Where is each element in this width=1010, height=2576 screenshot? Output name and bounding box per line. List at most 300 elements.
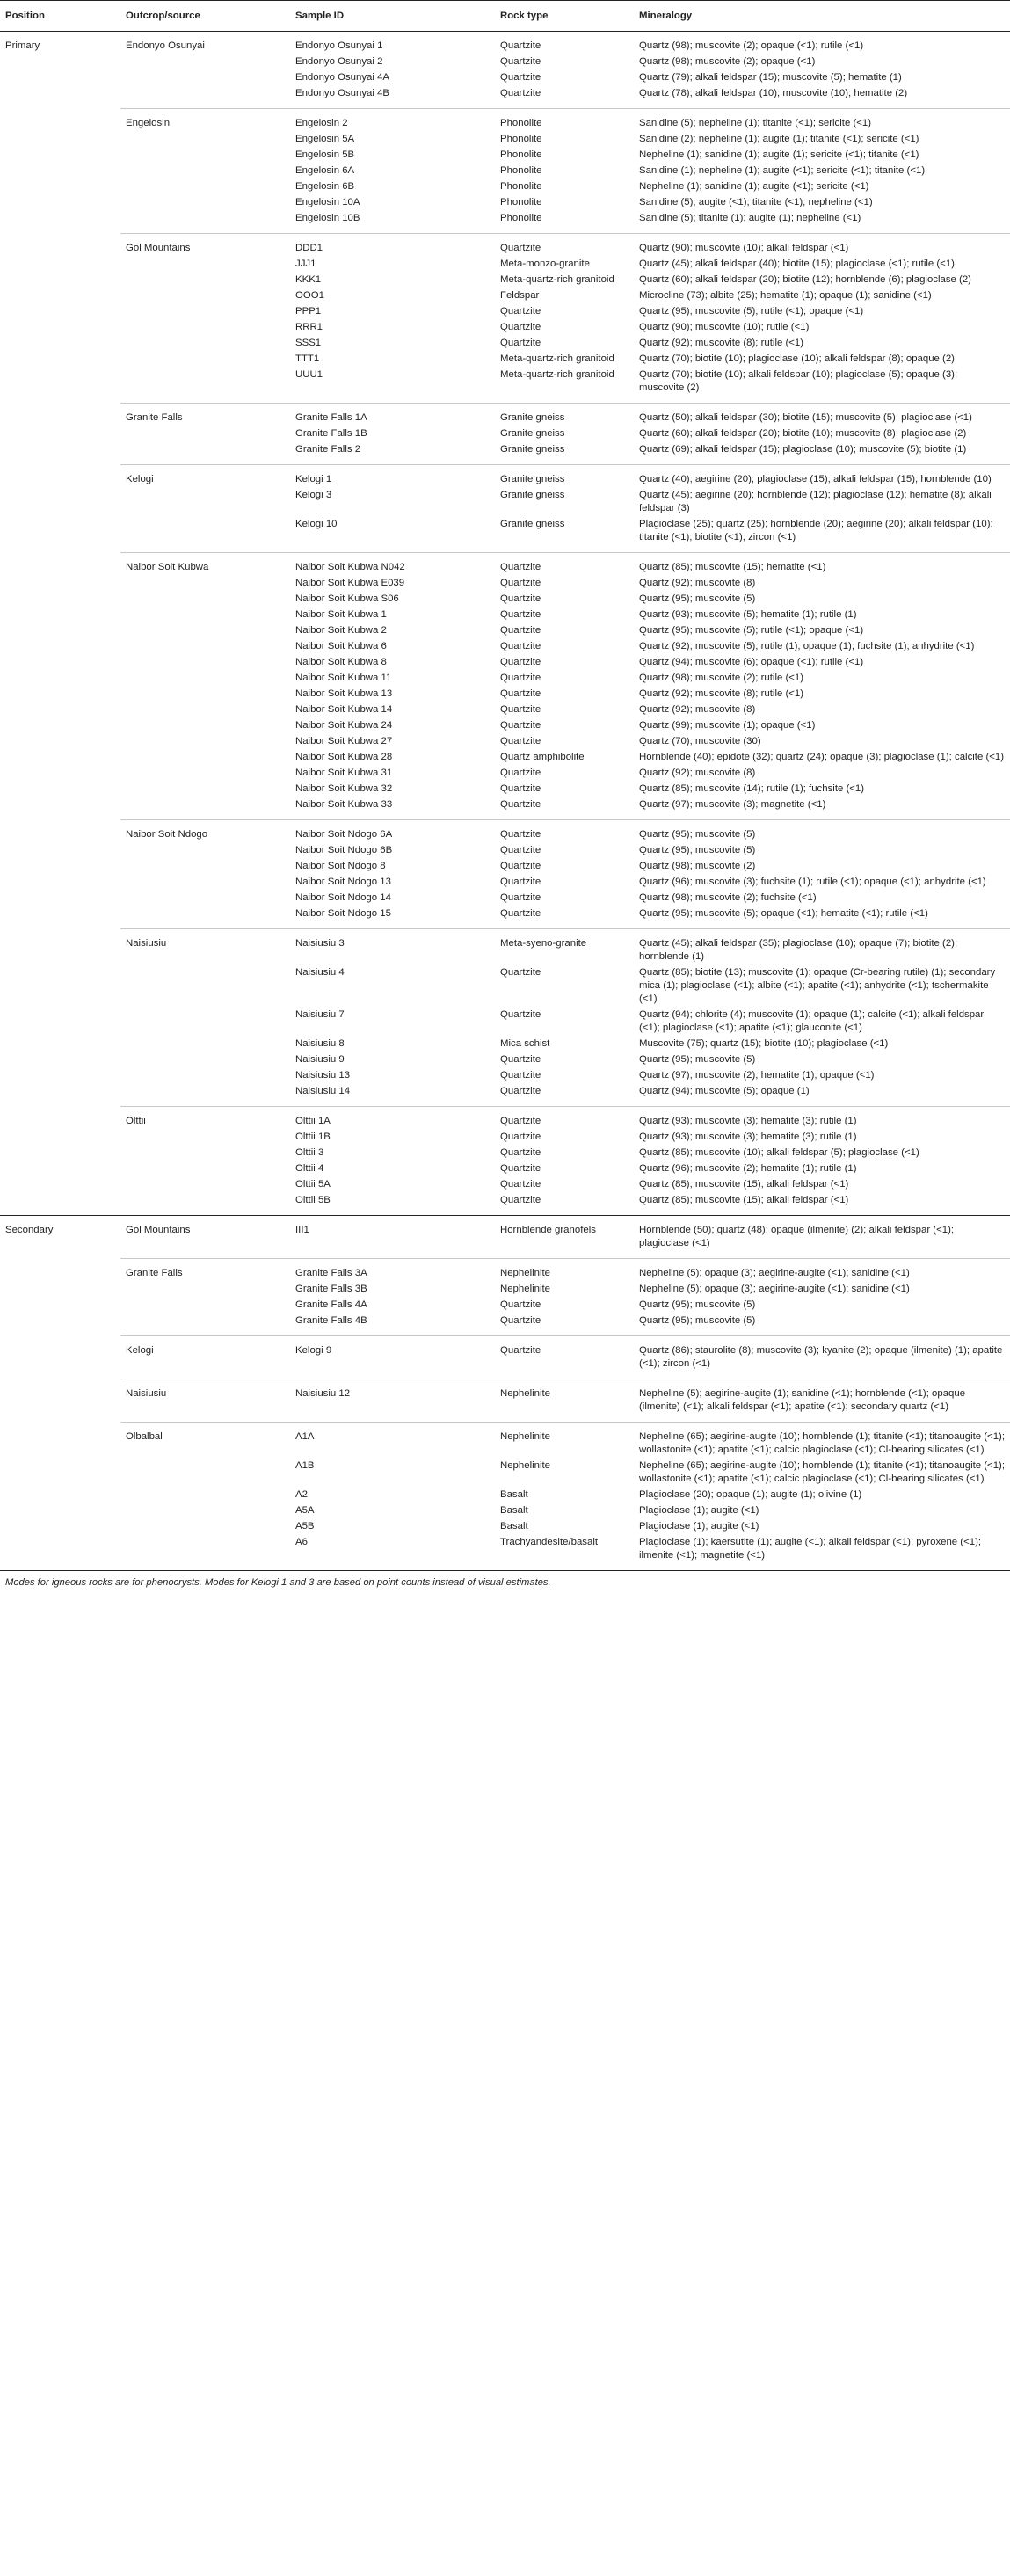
cell-outcrop: Naisiusiu (120, 1379, 290, 1423)
cell-mineralogy: Quartz (96); muscovite (3); fuchsite (1); rutile (<1); opaque (<1); anhydrite (<1) (639, 877, 986, 887)
cell-rock-type: Quartzite (500, 1132, 541, 1142)
table-row (0, 929, 1010, 965)
cell-outcrop (120, 194, 290, 210)
table-row (0, 874, 1010, 890)
cell-rock-type: Nephelinite (500, 1460, 550, 1471)
table-row (0, 654, 1010, 670)
table-row (0, 54, 1010, 69)
cell-mineralogy: Hornblende (50); quartz (48); opaque (ilmenite) (2); alkali feldspar (<1); plagioclase (<1) (634, 1216, 1010, 1259)
table-footnote: Modes for igneous rocks are for phenocrysts. Modes for Kelogi 1 and 3 are based on point counts instead of visual estimates. (5, 1577, 551, 1588)
table-row (0, 670, 1010, 686)
cell-mineralogy: Quartz (95); muscovite (5); opaque (<1); hematite (<1); rutile (<1) (634, 906, 1010, 929)
table-row (0, 1336, 1010, 1379)
cell-position (0, 1145, 120, 1161)
table-row (0, 781, 1010, 797)
cell-rock-type: Quartzite (500, 609, 541, 620)
cell-mineralogy: Quartz (85); muscovite (15); alkali feldspar (<1) (634, 1192, 1010, 1216)
cell-sample-id: Naibor Soit Kubwa 31 (295, 768, 393, 778)
cell-position (0, 670, 120, 686)
cell-rock-type: Quartzite (495, 1083, 634, 1107)
cell-position (0, 1176, 120, 1192)
cell-mineralogy: Plagioclase (25); quartz (25); hornblende (20); aegirine (20); alkali feldspar (10); titanite (<1); biotite (<1); zircon (<1) (634, 516, 1010, 553)
table-row (0, 1259, 1010, 1282)
table-row (0, 367, 1010, 404)
cell-mineralogy: Quartz (97); muscovite (3); magnetite (<1) (634, 797, 1010, 820)
cell-rock-type: Quartzite (500, 1147, 541, 1158)
table-row (0, 163, 1010, 178)
cell-sample-id: A2 (295, 1489, 308, 1500)
cell-outcrop (120, 441, 290, 465)
cell-position (0, 890, 120, 906)
table-row (0, 1129, 1010, 1145)
cell-rock-type: Phonolite (500, 165, 542, 176)
cell-mineralogy: Quartz (97); muscovite (2); hematite (1); opaque (<1) (639, 1070, 875, 1081)
cell-position (0, 607, 120, 622)
cell-rock-type: Basalt (500, 1505, 528, 1516)
header-row (0, 1, 1010, 32)
cell-sample-id: Naibor Soit Ndogo 6B (295, 845, 393, 855)
cell-mineralogy: Quartz (45); alkali feldspar (40); biotite (15); plagioclase (<1); rutile (<1) (639, 258, 955, 269)
table-row (0, 178, 1010, 194)
cell-mineralogy: Quartz (95); muscovite (5) (634, 1313, 1010, 1336)
cell-sample-id: A5B (295, 1521, 315, 1532)
cell-rock-type: Quartzite (495, 797, 634, 820)
cell-sample-id: Olttii 1A (295, 1116, 331, 1126)
cell-position (0, 367, 120, 404)
cell-outcrop (120, 426, 290, 441)
cell-outcrop (120, 1313, 290, 1336)
cell-rock-type: Meta-quartz-rich granitoid (495, 367, 634, 404)
table-row (0, 575, 1010, 591)
table-row (0, 765, 1010, 781)
cell-sample-id: Naibor Soit Ndogo 8 (295, 861, 386, 871)
cell-rock-type: Quartzite (500, 892, 541, 903)
cell-outcrop (120, 1083, 290, 1107)
cell-outcrop: Gol Mountains (120, 1216, 290, 1259)
table-body (0, 32, 1010, 1571)
cell-sample-id: Engelosin 6B (295, 181, 355, 192)
cell-rock-type: Quartzite (500, 736, 541, 746)
table-row (0, 1518, 1010, 1534)
cell-mineralogy: Nepheline (5); opaque (3); aegirine-augite (<1); sanidine (<1) (639, 1268, 910, 1278)
cell-outcrop (120, 54, 290, 69)
cell-position (0, 797, 120, 820)
cell-outcrop (120, 147, 290, 163)
cell-sample-id: Endonyo Osunyai 2 (295, 56, 383, 67)
cell-position (0, 1534, 120, 1571)
cell-rock-type: Quartzite (500, 562, 541, 572)
cell-position (0, 1313, 120, 1336)
cell-sample-id: A5A (295, 1505, 315, 1516)
table-row (0, 426, 1010, 441)
cell-outcrop (120, 319, 290, 335)
cell-sample-id: PPP1 (295, 306, 322, 317)
table-row (0, 733, 1010, 749)
cell-position (0, 1067, 120, 1083)
cell-mineralogy: Quartz (95); muscovite (5) (639, 829, 756, 840)
table-row (0, 591, 1010, 607)
cell-rock-type: Quartzite (500, 338, 541, 348)
table-row (0, 1052, 1010, 1067)
cell-mineralogy: Quartz (40); aegirine (20); plagioclase (15); alkali feldspar (15); hornblende (10) (639, 474, 992, 484)
cell-sample-id: Olttii 1B (295, 1132, 331, 1142)
cell-position (0, 147, 120, 163)
cell-mineralogy: Plagioclase (1); augite (<1) (639, 1521, 759, 1532)
cell-mineralogy: Quartz (90); muscovite (10); rutile (<1) (639, 322, 810, 332)
header-mineralogy: Mineralogy (634, 1, 1010, 32)
cell-position (0, 163, 120, 178)
cell-mineralogy: Quartz (90); muscovite (10); alkali feldspar (<1) (639, 243, 849, 253)
cell-rock-type: Meta-monzo-granite (500, 258, 590, 269)
cell-position: Primary (5, 40, 40, 51)
cell-rock-type: Quartzite (500, 40, 541, 51)
cell-position (0, 131, 120, 147)
cell-rock-type: Quartzite (500, 783, 541, 794)
cell-position (0, 1083, 120, 1107)
cell-mineralogy: Quartz (85); muscovite (14); rutile (1); fuchsite (<1) (639, 783, 865, 794)
cell-rock-type: Feldspar (500, 290, 540, 301)
cell-mineralogy: Quartz (95); muscovite (5) (639, 1054, 756, 1065)
cell-rock-type: Quartzite (500, 861, 541, 871)
cell-sample-id: Engelosin 5B (295, 149, 355, 160)
cell-rock-type: Mica schist (500, 1038, 550, 1049)
cell-position (0, 335, 120, 351)
cell-position (0, 1503, 120, 1518)
cell-outcrop: Kelogi (120, 1336, 290, 1379)
cell-outcrop (120, 1281, 290, 1297)
cell-position (0, 654, 120, 670)
cell-rock-type: Quartzite (500, 829, 541, 840)
cell-outcrop (120, 964, 290, 1007)
cell-outcrop (120, 1161, 290, 1176)
cell-mineralogy: Quartz (94); chlorite (4); muscovite (1); opaque (1); calcite (<1); alkali feldspar (<1); plagioclase (<1); apatite (<1); glauconite (<1) (639, 1009, 985, 1033)
cell-mineralogy: Quartz (98); muscovite (2); opaque (<1); rutile (<1) (639, 40, 864, 51)
cell-position (0, 1487, 120, 1503)
cell-position (0, 319, 120, 335)
cell-outcrop: Kelogi (126, 474, 154, 484)
cell-outcrop (120, 85, 290, 109)
cell-mineralogy: Quartz (93); muscovite (5); hematite (1); rutile (1) (639, 609, 857, 620)
cell-mineralogy: Quartz (92); muscovite (8); rutile (<1) (639, 338, 804, 348)
table-row (0, 1161, 1010, 1176)
cell-mineralogy: Quartz (98); muscovite (2); fuchsite (<1) (639, 892, 817, 903)
cell-sample-id: Naibor Soit Kubwa 6 (295, 641, 387, 651)
cell-mineralogy: Quartz (85); biotite (13); muscovite (1); opaque (Cr-bearing rutile) (1); secondary mica (1); plagioclase (<1); albite (<1); apatite (<1); anhydrite (<1); tschermakite (<1) (639, 967, 996, 1004)
cell-mineralogy: Quartz (94); muscovite (6); opaque (<1); rutile (<1) (639, 657, 864, 667)
cell-position (0, 874, 120, 890)
cell-outcrop: Gol Mountains (126, 243, 191, 253)
table-row (0, 1423, 1010, 1459)
cell-outcrop (120, 890, 290, 906)
cell-sample-id: Naibor Soit Kubwa 1 (295, 609, 387, 620)
cell-mineralogy: Quartz (99); muscovite (1); opaque (<1) (639, 720, 816, 731)
table-row (0, 1176, 1010, 1192)
table-row (0, 622, 1010, 638)
table-row (0, 1067, 1010, 1083)
cell-position (0, 906, 120, 929)
cell-sample-id: Kelogi 1 (295, 474, 332, 484)
cell-outcrop (120, 686, 290, 702)
cell-sample-id: Endonyo Osunyai 4B (290, 85, 495, 109)
cell-sample-id: Naibor Soit Kubwa 28 (295, 752, 393, 762)
table-row (0, 749, 1010, 765)
cell-sample-id: SSS1 (295, 338, 322, 348)
cell-outcrop (120, 1487, 290, 1503)
cell-sample-id: Naisiusiu 7 (295, 1009, 345, 1020)
cell-outcrop (120, 1192, 290, 1216)
cell-rock-type: Granite gneiss (500, 412, 565, 423)
cell-sample-id: Naibor Soit Kubwa 8 (295, 657, 387, 667)
table-row (0, 131, 1010, 147)
cell-rock-type: Quartzite (495, 1336, 634, 1379)
cell-outcrop (120, 717, 290, 733)
cell-position (0, 1336, 120, 1379)
cell-rock-type: Quartzite (500, 688, 541, 699)
cell-outcrop (120, 351, 290, 367)
table-row (0, 607, 1010, 622)
table-row (0, 287, 1010, 303)
cell-mineralogy: Quartz (95); muscovite (5); rutile (<1); opaque (<1) (639, 306, 864, 317)
cell-position (0, 256, 120, 272)
cell-sample-id: A1A (295, 1431, 315, 1442)
cell-sample-id: Naibor Soit Ndogo 6A (295, 829, 393, 840)
cell-outcrop (120, 670, 290, 686)
cell-outcrop (120, 906, 290, 929)
table-row (0, 335, 1010, 351)
cell-rock-type: Nephelinite (495, 1379, 634, 1423)
cell-position (0, 178, 120, 194)
table-row (0, 1216, 1010, 1259)
cell-position (0, 733, 120, 749)
cell-rock-type: Quartzite (495, 906, 634, 929)
cell-position (0, 287, 120, 303)
cell-mineralogy: Quartz (92); muscovite (8) (639, 704, 756, 715)
cell-rock-type: Quartzite (500, 673, 541, 683)
cell-sample-id: Naisiusiu 4 (295, 967, 345, 978)
cell-sample-id: Naibor Soit Kubwa 27 (295, 736, 393, 746)
cell-rock-type: Phonolite (500, 118, 542, 128)
cell-rock-type: Quartzite (500, 243, 541, 253)
cell-rock-type: Quartzite (495, 1192, 634, 1216)
cell-position (0, 591, 120, 607)
table-row (0, 465, 1010, 488)
cell-rock-type: Meta-quartz-rich granitoid (500, 353, 614, 364)
cell-outcrop (120, 272, 290, 287)
cell-sample-id: UUU1 (290, 367, 495, 404)
cell-outcrop: Engelosin (126, 118, 171, 128)
table-row (0, 32, 1010, 55)
cell-sample-id: Naisiusiu 12 (290, 1379, 495, 1423)
cell-position (0, 964, 120, 1007)
cell-sample-id: Engelosin 10B (290, 210, 495, 234)
cell-rock-type: Quartzite (500, 1009, 541, 1020)
cell-mineralogy: Quartz (98); muscovite (2) (639, 861, 756, 871)
cell-outcrop (120, 516, 290, 553)
table-row (0, 1145, 1010, 1161)
cell-mineralogy: Quartz (69); alkali feldspar (15); plagioclase (10); muscovite (5); biotite (1) (634, 441, 1010, 465)
table-row (0, 404, 1010, 426)
cell-sample-id: Engelosin 10A (295, 197, 360, 207)
cell-sample-id: Olttii 5B (290, 1192, 495, 1216)
cell-outcrop (120, 607, 290, 622)
cell-rock-type: Quartzite (500, 1179, 541, 1190)
cell-mineralogy: Sanidine (5); augite (<1); titanite (<1); nepheline (<1) (639, 197, 873, 207)
cell-rock-type: Quartz amphibolite (500, 752, 585, 762)
cell-rock-type: Basalt (500, 1489, 528, 1500)
cell-outcrop (120, 131, 290, 147)
cell-mineralogy: Nepheline (65); aegirine-augite (10); hornblende (1); titanite (<1); titanoaugite (<1); wollastonite (<1); apatite (<1); calcic plagioclase (<1); Cl-bearing silicates (<1) (639, 1431, 1006, 1455)
cell-rock-type: Trachyandesite/basalt (495, 1534, 634, 1571)
cell-mineralogy: Quartz (95); muscovite (5); rutile (<1); opaque (<1) (639, 625, 864, 636)
cell-outcrop (120, 575, 290, 591)
cell-sample-id: OOO1 (295, 290, 324, 301)
cell-position (0, 1036, 120, 1052)
cell-outcrop: Endonyo Osunyai (126, 40, 205, 51)
cell-outcrop: Naibor Soit Kubwa (126, 562, 209, 572)
table-row (0, 686, 1010, 702)
cell-position (0, 1281, 120, 1297)
table-row (0, 702, 1010, 717)
cell-position (0, 781, 120, 797)
table-row (0, 1192, 1010, 1216)
cell-rock-type: Granite gneiss (500, 490, 565, 500)
cell-mineralogy: Nepheline (1); sanidine (1); augite (<1); sericite (<1) (639, 181, 869, 192)
cell-position (0, 1007, 120, 1036)
cell-sample-id: Kelogi 9 (290, 1336, 495, 1379)
table-row (0, 858, 1010, 874)
cell-rock-type: Quartzite (500, 1070, 541, 1081)
cell-position (0, 1259, 120, 1282)
cell-position (0, 749, 120, 765)
cell-mineralogy: Quartz (94); muscovite (5); opaque (1) (634, 1083, 1010, 1107)
cell-outcrop (120, 367, 290, 404)
cell-mineralogy: Quartz (92); muscovite (5); rutile (1); opaque (1); fuchsite (1); anhydrite (<1) (639, 641, 975, 651)
cell-position (0, 487, 120, 516)
cell-mineralogy: Sanidine (5); nepheline (1); titanite (<1); sericite (<1) (639, 118, 872, 128)
cell-rock-type: Phonolite (495, 210, 634, 234)
cell-sample-id: Naisiusiu 3 (295, 938, 345, 949)
cell-outcrop (120, 287, 290, 303)
cell-sample-id: Endonyo Osunyai 4A (295, 72, 390, 83)
cell-outcrop (120, 1067, 290, 1083)
cell-position (0, 622, 120, 638)
cell-outcrop (120, 1503, 290, 1518)
cell-sample-id: Olttii 3 (295, 1147, 324, 1158)
table-row (0, 553, 1010, 576)
cell-outcrop (120, 797, 290, 820)
table-row (0, 194, 1010, 210)
cell-rock-type: Phonolite (500, 197, 542, 207)
cell-sample-id: Granite Falls 4B (290, 1313, 495, 1336)
cell-position (0, 194, 120, 210)
cell-outcrop (120, 702, 290, 717)
cell-outcrop (120, 638, 290, 654)
cell-mineralogy: Quartz (60); alkali feldspar (20); biotite (10); muscovite (8); plagioclase (2) (639, 428, 967, 439)
table-row (0, 638, 1010, 654)
table-row (0, 717, 1010, 733)
cell-rock-type: Quartzite (500, 578, 541, 588)
cell-sample-id: Engelosin 5A (295, 134, 355, 144)
cell-sample-id: Kelogi 3 (295, 490, 332, 500)
table-row (0, 1036, 1010, 1052)
table-row (0, 1083, 1010, 1107)
table-row (0, 1487, 1010, 1503)
header-sample-id: Sample ID (290, 1, 495, 32)
cell-sample-id: Olttii 5A (295, 1179, 331, 1190)
table-row (0, 1503, 1010, 1518)
cell-sample-id: DDD1 (295, 243, 323, 253)
table-row (0, 1297, 1010, 1313)
cell-sample-id: III1 (290, 1216, 495, 1259)
cell-outcrop (120, 622, 290, 638)
cell-outcrop (120, 874, 290, 890)
cell-sample-id: A6 (290, 1534, 495, 1571)
table-row (0, 890, 1010, 906)
cell-mineralogy: Quartz (70); muscovite (30) (639, 736, 761, 746)
cell-rock-type: Quartzite (495, 85, 634, 109)
table-row (0, 109, 1010, 132)
cell-mineralogy: Plagioclase (1); kaersutite (1); augite (<1); alkali feldspar (<1); pyroxene (<1); ilmenite (<1); magnetite (<1) (634, 1534, 1010, 1571)
cell-sample-id: Granite Falls 1A (295, 412, 367, 423)
cell-mineralogy: Muscovite (75); quartz (15); biotite (10); plagioclase (<1) (639, 1038, 889, 1049)
cell-outcrop (120, 765, 290, 781)
cell-mineralogy: Sanidine (5); titanite (1); augite (1); nepheline (<1) (634, 210, 1010, 234)
table-row (0, 210, 1010, 234)
cell-sample-id: Granite Falls 4A (295, 1299, 367, 1310)
cell-mineralogy: Quartz (92); muscovite (8); rutile (<1) (639, 688, 804, 699)
cell-position (0, 638, 120, 654)
cell-outcrop: Olbalbal (126, 1431, 163, 1442)
cell-outcrop (120, 749, 290, 765)
cell-position (0, 54, 120, 69)
cell-sample-id: Naibor Soit Kubwa S06 (295, 593, 399, 604)
cell-rock-type: Basalt (500, 1521, 528, 1532)
cell-rock-type: Nephelinite (500, 1284, 550, 1294)
cell-position (0, 303, 120, 319)
cell-position (0, 1297, 120, 1313)
cell-rock-type: Quartzite (500, 72, 541, 83)
table-row (0, 441, 1010, 465)
cell-position (0, 465, 120, 488)
cell-outcrop (120, 256, 290, 272)
cell-sample-id: JJJ1 (295, 258, 316, 269)
cell-position (0, 441, 120, 465)
cell-sample-id: Engelosin 2 (295, 118, 348, 128)
cell-sample-id: Naisiusiu 8 (295, 1038, 345, 1049)
cell-rock-type: Quartzite (500, 877, 541, 887)
cell-mineralogy: Quartz (79); alkali feldspar (15); muscovite (5); hematite (1) (639, 72, 902, 83)
cell-mineralogy: Nepheline (65); aegirine-augite (10); hornblende (1); titanite (<1); titanoaugite (<1); wollastonite (<1); apatite (<1); calcic plagioclase (<1); Cl-bearing silicates (<1) (639, 1460, 1006, 1484)
cell-outcrop (120, 1534, 290, 1571)
cell-mineralogy: Quartz (85); muscovite (10); alkali feldspar (5); plagioclase (<1) (639, 1147, 919, 1158)
cell-outcrop (120, 178, 290, 194)
cell-rock-type: Quartzite (500, 845, 541, 855)
table-row (0, 1313, 1010, 1336)
table-row (0, 906, 1010, 929)
cell-outcrop (120, 1458, 290, 1487)
cell-rock-type: Quartzite (500, 704, 541, 715)
table-row (0, 351, 1010, 367)
cell-rock-type: Quartzite (500, 306, 541, 317)
cell-outcrop (120, 1145, 290, 1161)
cell-position (0, 426, 120, 441)
cell-rock-type: Quartzite (500, 593, 541, 604)
cell-sample-id: Naibor Soit Ndogo 14 (295, 892, 391, 903)
cell-outcrop: Olttii (126, 1116, 146, 1126)
cell-rock-type: Quartzite (500, 1054, 541, 1065)
table-row (0, 820, 1010, 843)
cell-position (0, 1379, 120, 1423)
